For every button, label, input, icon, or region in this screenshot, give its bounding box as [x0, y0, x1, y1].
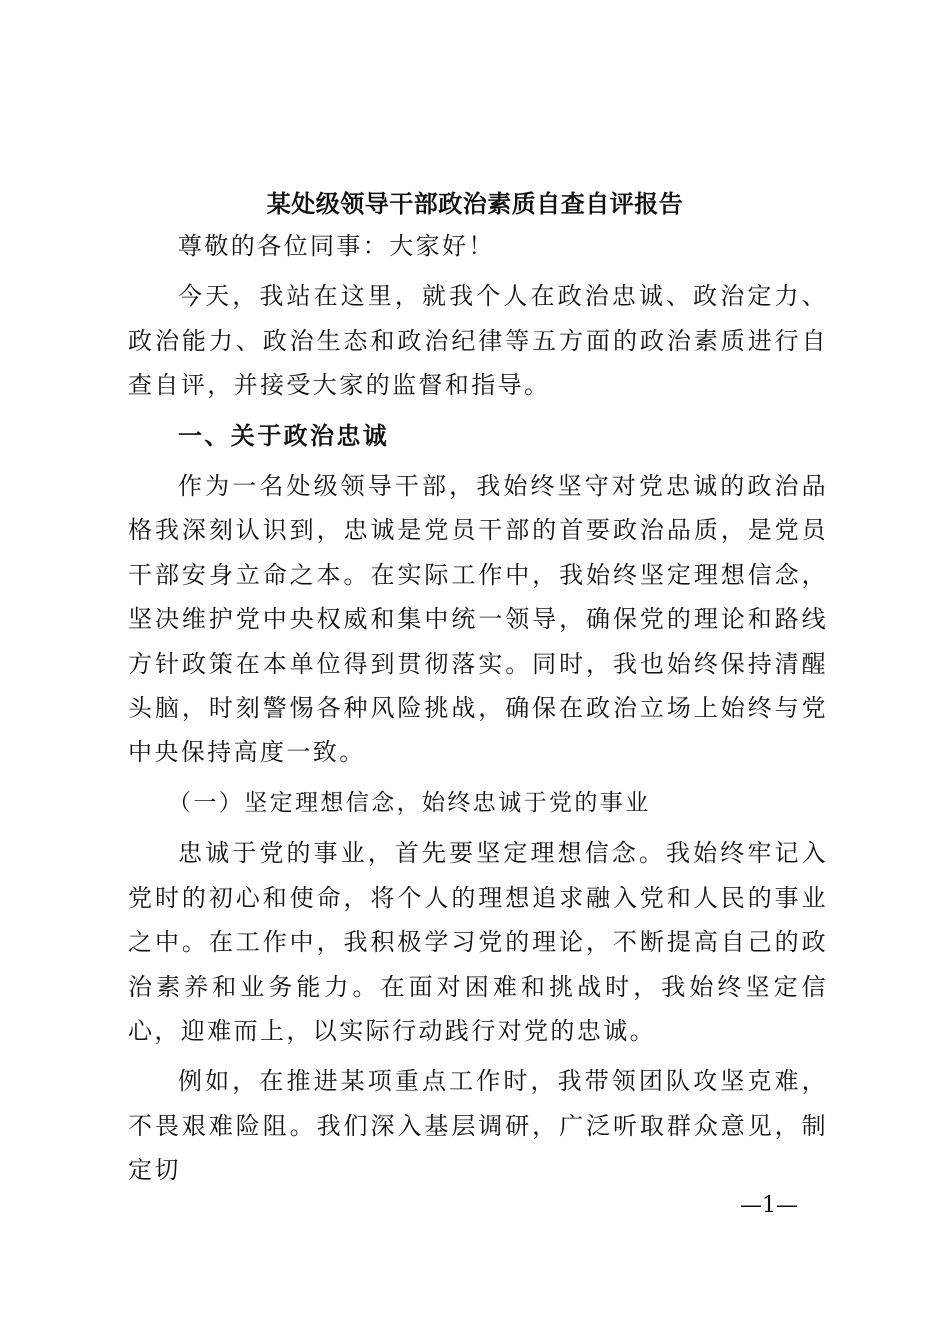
section-heading: 一、关于政治忠诚	[178, 421, 390, 450]
subsection-heading: （一）坚定理想信念，始终忠诚于党的事业	[168, 789, 651, 816]
section-paragraph: 作为一名处级领导干部，我始终坚守对党忠诚的政治品格我深刻认识到，忠诚是党员干部的首要政治品质，是党员干部安身立命之本。在实际工作中，我始终坚定理想信念，坚决维护党中央权威和集中统一领导，确保党的理论和路线方针政策在本单位得到贯彻落实。同时，我也始终保持清醒头脑，时刻警惕各种风险挑战，确保在政治立场上始终与党中央保持高度一致。	[128, 472, 828, 767]
greeting-paragraph: 尊敬的各位同事：大家好！	[178, 232, 495, 260]
document-body	[128, 224, 828, 1193]
document-title: 某处级领导干部政治素质自查自评报告	[266, 189, 684, 218]
intro-paragraph: 今天，我站在这里，就我个人在政治忠诚、政治定力、政治能力、政治生态和政治纪律等五方面的政治素质进行自查自评，并接受大家的监督和指导。	[128, 282, 828, 400]
subsection-paragraph: 忠诚于党的事业，首先要坚定理想信念。我始终牢记入党时的初心和使命，将个人的理想追求融入党和人民的事业之中。在工作中，我积极学习党的理论，不断提高自己的政治素养和业务能力。在面对困难和挑战时，我始终坚定信心，迎难而上，以实际行动践行对党的忠诚。	[128, 839, 828, 1045]
subsection-paragraph-continued: 例如，在推进某项重点工作时，我带领团队攻坚克难，不畏艰难险阻。我们深入基层调研，广泛听取群众意见，制定切	[128, 1067, 828, 1185]
page-number: —1—	[740, 1193, 798, 1218]
